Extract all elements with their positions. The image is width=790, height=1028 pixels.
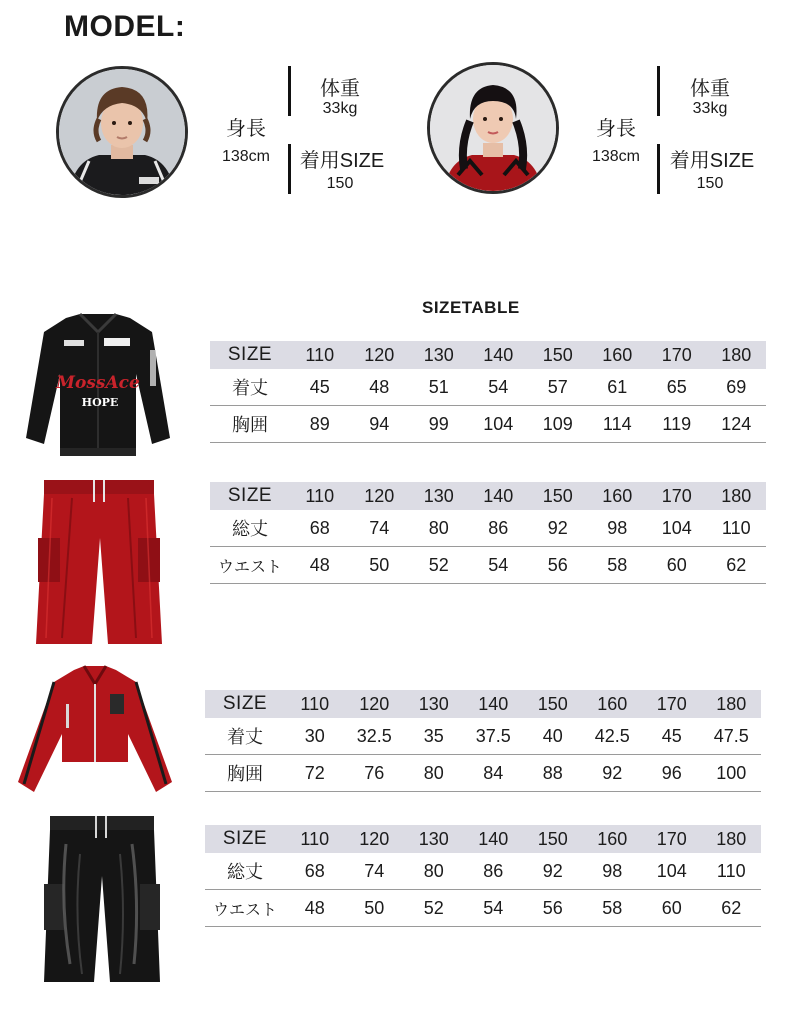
table-cell: 総丈 <box>205 853 285 890</box>
table-header-row <box>205 690 761 718</box>
table-cell: 62 <box>707 547 767 584</box>
table-row <box>205 755 761 792</box>
table-cell: 80 <box>404 853 464 890</box>
table-cell: 170 <box>647 341 707 369</box>
model-2-height-value: 138cm <box>591 148 641 165</box>
table-cell: 54 <box>464 890 524 927</box>
size-table-title: SIZETABLE <box>422 298 520 317</box>
table-cell: 65 <box>647 369 707 406</box>
table-cell: 48 <box>350 369 410 406</box>
table-cell: 74 <box>350 510 410 547</box>
table-cell: 180 <box>707 482 767 510</box>
table-cell: 86 <box>464 853 524 890</box>
table-cell: 52 <box>409 547 469 584</box>
table-cell: 98 <box>588 510 648 547</box>
table-cell: 72 <box>285 755 345 792</box>
size-table-red-jacket <box>205 690 761 792</box>
table-cell: 69 <box>707 369 767 406</box>
table-cell: 110 <box>290 482 350 510</box>
table-cell: 140 <box>469 482 529 510</box>
table-cell: 99 <box>409 406 469 443</box>
table-row <box>205 853 761 890</box>
table-cell: 160 <box>588 482 648 510</box>
table-cell: 40 <box>523 718 583 755</box>
model-1-size-label: 着用SIZE <box>299 150 385 172</box>
table-cell: 37.5 <box>464 718 524 755</box>
table-cell: 32.5 <box>345 718 405 755</box>
table-cell: 98 <box>583 853 643 890</box>
table-cell: 胸囲 <box>210 406 290 443</box>
table-cell: 76 <box>345 755 405 792</box>
table-row <box>210 510 766 547</box>
table-cell: 150 <box>528 341 588 369</box>
table-cell: 45 <box>642 718 702 755</box>
model-1-height-value: 138cm <box>221 148 271 165</box>
table-cell: 94 <box>350 406 410 443</box>
table-cell: 140 <box>469 341 529 369</box>
table-cell: 110 <box>285 690 345 718</box>
table-cell: 86 <box>469 510 529 547</box>
table-cell: 110 <box>290 341 350 369</box>
table-cell: 170 <box>642 825 702 853</box>
model-2-avatar <box>427 62 559 194</box>
table-cell: 170 <box>642 690 702 718</box>
table-cell: 150 <box>523 690 583 718</box>
table-cell: 54 <box>469 547 529 584</box>
table-cell: 60 <box>642 890 702 927</box>
table-cell: 68 <box>290 510 350 547</box>
model-1-weight-label: 体重 <box>320 78 360 100</box>
table-cell: 110 <box>707 510 767 547</box>
table-cell: 56 <box>528 547 588 584</box>
model-1-avatar <box>56 66 188 198</box>
table-header-row <box>210 341 766 369</box>
table-cell: ウエスト <box>210 547 290 584</box>
model-1-size-value: 150 <box>326 175 354 192</box>
model-1-divider-top <box>288 66 291 116</box>
table-cell: 57 <box>528 369 588 406</box>
table-cell: 92 <box>528 510 588 547</box>
table-cell: 52 <box>404 890 464 927</box>
table-cell: 124 <box>707 406 767 443</box>
table-cell: 88 <box>523 755 583 792</box>
table-header-row <box>205 825 761 853</box>
table-cell: 胸囲 <box>205 755 285 792</box>
jacket-print-logo: MossAce <box>56 373 140 393</box>
table-cell: ウエスト <box>205 890 285 927</box>
model-2-size-value: 150 <box>696 175 724 192</box>
table-cell: 160 <box>588 341 648 369</box>
table-row <box>210 369 766 406</box>
model-section-title: MODEL: <box>64 10 186 43</box>
table-cell: 120 <box>345 690 405 718</box>
table-cell: 58 <box>583 890 643 927</box>
table-cell: 180 <box>702 825 762 853</box>
table-row <box>210 547 766 584</box>
model-2-divider-bottom <box>657 144 660 194</box>
table-cell: 120 <box>350 482 410 510</box>
table-cell: 50 <box>345 890 405 927</box>
table-cell: 104 <box>469 406 529 443</box>
table-cell: 62 <box>702 890 762 927</box>
table-row <box>205 890 761 927</box>
red-jacket-image <box>10 664 180 798</box>
table-cell: 30 <box>285 718 345 755</box>
table-cell: 61 <box>588 369 648 406</box>
table-cell: 50 <box>350 547 410 584</box>
table-cell: 130 <box>409 341 469 369</box>
table-cell: 110 <box>702 853 762 890</box>
table-cell: 47.5 <box>702 718 762 755</box>
table-cell: 160 <box>583 825 643 853</box>
table-cell: 180 <box>707 341 767 369</box>
table-cell: 140 <box>464 690 524 718</box>
table-cell: 56 <box>523 890 583 927</box>
table-cell: 48 <box>290 547 350 584</box>
table-cell: 150 <box>528 482 588 510</box>
black-pants-image <box>40 814 164 986</box>
table-cell: SIZE <box>210 341 290 369</box>
model-2-weight-value: 33kg <box>692 100 728 117</box>
table-cell: 180 <box>702 690 762 718</box>
table-cell: 35 <box>404 718 464 755</box>
model-2-size-label: 着用SIZE <box>669 150 755 172</box>
table-cell: 160 <box>583 690 643 718</box>
table-cell: 130 <box>409 482 469 510</box>
table-cell: 45 <box>290 369 350 406</box>
table-cell: 170 <box>647 482 707 510</box>
table-cell: 総丈 <box>210 510 290 547</box>
table-cell: 80 <box>409 510 469 547</box>
table-cell: 54 <box>469 369 529 406</box>
model-1-divider-bottom <box>288 144 291 194</box>
table-cell: 42.5 <box>583 718 643 755</box>
table-cell: 96 <box>642 755 702 792</box>
model-1-weight-value: 33kg <box>322 100 358 117</box>
table-cell: 51 <box>409 369 469 406</box>
table-cell: 89 <box>290 406 350 443</box>
table-cell: 58 <box>588 547 648 584</box>
table-cell: 80 <box>404 755 464 792</box>
table-cell: 60 <box>647 547 707 584</box>
table-cell: 着丈 <box>210 369 290 406</box>
size-table-black-jacket <box>210 341 766 443</box>
table-cell: 140 <box>464 825 524 853</box>
model-2-divider-top <box>657 66 660 116</box>
model-1-height-label: 身長 <box>226 118 266 140</box>
table-cell: 84 <box>464 755 524 792</box>
table-cell: 48 <box>285 890 345 927</box>
jacket-print-hope: HOPE <box>81 396 119 409</box>
model-2-weight-label: 体重 <box>690 78 730 100</box>
model-2-height-label: 身長 <box>596 118 636 140</box>
table-cell: 104 <box>647 510 707 547</box>
table-cell: 120 <box>345 825 405 853</box>
table-header-row <box>210 482 766 510</box>
table-cell: 68 <box>285 853 345 890</box>
table-cell: 110 <box>285 825 345 853</box>
table-row <box>205 718 761 755</box>
table-cell: 114 <box>588 406 648 443</box>
table-cell: 100 <box>702 755 762 792</box>
red-pants-image <box>32 478 166 650</box>
size-table-black-pants <box>205 825 761 927</box>
table-cell: 130 <box>404 825 464 853</box>
table-cell: 130 <box>404 690 464 718</box>
black-jacket-image <box>18 310 178 462</box>
table-cell: 92 <box>583 755 643 792</box>
table-cell: 150 <box>523 825 583 853</box>
table-cell: 104 <box>642 853 702 890</box>
table-cell: SIZE <box>205 690 285 718</box>
table-cell: 92 <box>523 853 583 890</box>
table-cell: 109 <box>528 406 588 443</box>
table-cell: SIZE <box>205 825 285 853</box>
table-cell: 着丈 <box>205 718 285 755</box>
table-cell: 74 <box>345 853 405 890</box>
table-cell: SIZE <box>210 482 290 510</box>
table-cell: 120 <box>350 341 410 369</box>
table-cell: 119 <box>647 406 707 443</box>
size-table-red-pants <box>210 482 766 584</box>
table-row <box>210 406 766 443</box>
